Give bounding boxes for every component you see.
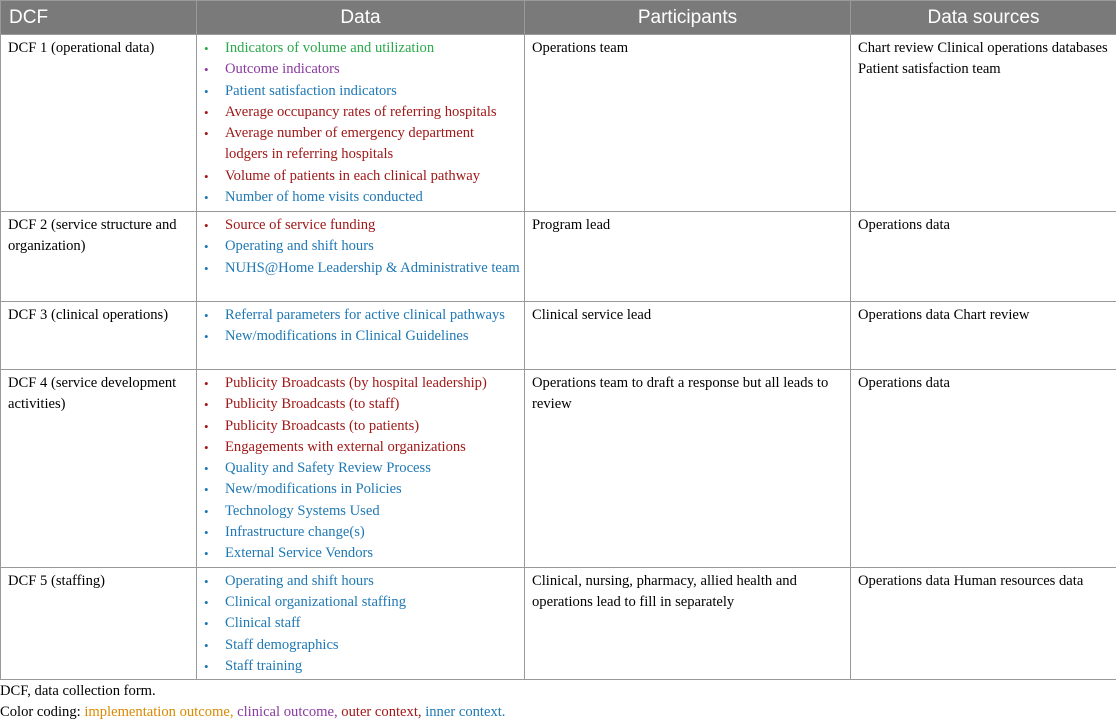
list-item: • Volume of patients in each clinical pathway <box>201 166 520 187</box>
list-item: • Infrastructure change(s) <box>201 522 520 543</box>
participants-cell: Program lead <box>525 212 851 302</box>
list-item: • New/modifications in Clinical Guidelines <box>201 326 520 347</box>
legend-prefix: Color coding: <box>0 704 85 720</box>
list-item: • Source of service funding <box>201 215 520 236</box>
participants-cell: Operations team <box>525 35 851 212</box>
legend-entry: clinical outcome, <box>237 704 338 720</box>
list-item: • Clinical staff <box>201 613 520 634</box>
list-item: • Publicity Broadcasts (to patients) <box>201 416 520 437</box>
color-legend <box>0 704 505 721</box>
data-sources-cell: Operations data <box>851 370 1116 568</box>
data-item-list <box>201 373 520 565</box>
header-dcf: DCF <box>1 1 197 35</box>
table-row <box>1 567 1116 679</box>
list-item: • Indicators of volume and utilization <box>201 38 520 59</box>
list-item: • Referral parameters for active clinical pathways <box>201 305 520 326</box>
list-item: • New/modifications in Policies <box>201 479 520 500</box>
data-cell <box>197 370 525 568</box>
table-row <box>1 212 1116 302</box>
table-row <box>1 302 1116 370</box>
list-item: • External Service Vendors <box>201 543 520 564</box>
data-cell <box>197 567 525 679</box>
list-item: • NUHS@Home Leadership & Administrative team <box>201 258 520 279</box>
list-item: • Quality and Safety Review Process <box>201 458 520 479</box>
data-item-list <box>201 38 520 208</box>
list-item: • Publicity Broadcasts (by hospital leadership) <box>201 373 520 394</box>
list-item: • Operating and shift hours <box>201 236 520 257</box>
header-row <box>1 1 1116 35</box>
data-sources-cell: Operations data Chart review <box>851 302 1116 370</box>
list-item: • Outcome indicators <box>201 59 520 80</box>
participants-cell: Clinical service lead <box>525 302 851 370</box>
data-item-list <box>201 305 520 348</box>
list-item: • Technology Systems Used <box>201 501 520 522</box>
dcf-cell: DCF 3 (clinical operations) <box>1 302 197 370</box>
header-data: Data <box>197 1 525 35</box>
data-sources-cell: Operations data <box>851 212 1116 302</box>
list-item: • Engagements with external organizations <box>201 437 520 458</box>
dcf-cell: DCF 2 (service structure and organization) <box>1 212 197 302</box>
list-item: • Average occupancy rates of referring hospitals <box>201 102 520 123</box>
list-item: • Publicity Broadcasts (to staff) <box>201 394 520 415</box>
list-item: • Staff demographics <box>201 635 520 656</box>
data-item-list <box>201 215 520 279</box>
table-row <box>1 370 1116 568</box>
legend-entry: inner context. <box>425 704 506 720</box>
table-row <box>1 35 1116 212</box>
header-participants: Participants <box>525 1 851 35</box>
data-sources-cell: Chart review Clinical operations databases Patient satisfaction team <box>851 35 1116 212</box>
list-item: • Operating and shift hours <box>201 571 520 592</box>
dcf-cell: DCF 1 (operational data) <box>1 35 197 212</box>
data-cell <box>197 302 525 370</box>
list-item: • Clinical organizational staffing <box>201 592 520 613</box>
list-item: • Staff training <box>201 656 520 677</box>
dcf-cell: DCF 5 (staffing) <box>1 567 197 679</box>
data-cell <box>197 212 525 302</box>
legend-entry: implementation outcome, <box>84 704 234 720</box>
data-sources-cell: Operations data Human resources data <box>851 567 1116 679</box>
participants-cell: Operations team to draft a response but all leads to review <box>525 370 851 568</box>
header-data-sources: Data sources <box>851 1 1116 35</box>
dcf-cell: DCF 4 (service development activities) <box>1 370 197 568</box>
data-item-list <box>201 571 520 677</box>
list-item: • Patient satisfaction indicators <box>201 81 520 102</box>
footnote: DCF, data collection form. <box>0 683 156 699</box>
legend-entry: outer context, <box>341 704 422 720</box>
data-cell <box>197 35 525 212</box>
list-item: • Number of home visits conducted <box>201 187 520 208</box>
participants-cell: Clinical, nursing, pharmacy, allied health and operations lead to fill in separately <box>525 567 851 679</box>
list-item: • Average number of emergency department lodgers in referring hospitals <box>201 123 520 166</box>
